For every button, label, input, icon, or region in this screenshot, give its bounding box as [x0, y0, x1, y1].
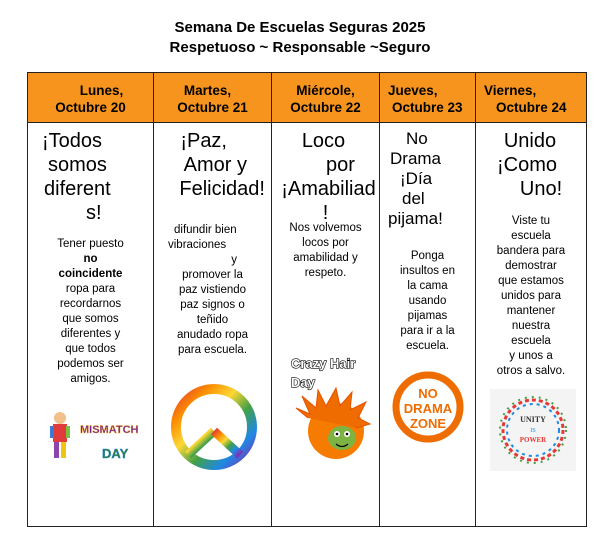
desc-thursday: [382, 249, 473, 354]
desc-line: vibraciones: [168, 239, 227, 251]
desc-line: usando: [408, 295, 447, 307]
crazy-hair-face-icon: [296, 388, 370, 459]
desc-line: escuela: [511, 335, 551, 347]
theme-line: Drama: [390, 149, 442, 168]
theme-tuesday: [154, 129, 265, 201]
theme-line: Felicidad!: [179, 178, 265, 200]
desc-line: respeto.: [304, 267, 347, 279]
desc-tuesday: [158, 223, 267, 358]
desc-line: podemos ser: [57, 358, 124, 370]
theme-line: ¡Como: [496, 154, 557, 176]
desc-line: bandera para: [496, 245, 566, 257]
page-title: Semana De Escuelas Seguras 2025: [174, 19, 426, 36]
desc-wednesday: [274, 221, 377, 281]
header-thursday: [380, 73, 475, 123]
desc-line: para escuela.: [177, 344, 248, 356]
day-label: Viernes,: [484, 83, 537, 98]
desc-line: escuela.: [406, 340, 449, 352]
column-thursday: [380, 73, 476, 526]
desc-line: Ponga: [410, 250, 445, 262]
desc-line: promover la: [182, 269, 243, 281]
day-label: Jueves,: [388, 83, 438, 98]
image-text: UNITY: [520, 415, 546, 424]
desc-line: pijamas: [407, 310, 448, 322]
mismatch-day-image: [46, 408, 146, 468]
header-friday: [476, 73, 586, 123]
desc-line: diferentes y: [60, 328, 121, 340]
theme-line: por: [326, 154, 355, 176]
theme-line: diferent: [44, 178, 111, 200]
theme-line: s!: [86, 202, 102, 224]
image-text: Crazy Hair: [291, 356, 356, 371]
theme-line: ¡Amabiliad: [281, 178, 376, 200]
theme-line: Amor y: [183, 154, 247, 176]
desc-line: nuestra: [511, 320, 551, 332]
image-text: ZONE: [409, 416, 447, 431]
desc-line: que somos: [62, 313, 119, 325]
desc-line: demostrar: [505, 260, 557, 272]
desc-line: anudado ropa: [177, 329, 248, 341]
desc-line: Nos volvemos: [289, 222, 362, 234]
column-wednesday: [272, 73, 380, 526]
theme-thursday: [384, 129, 471, 229]
desc-line: coincidente: [58, 268, 123, 280]
theme-line: Loco: [301, 130, 346, 152]
image-text: POWER: [519, 436, 547, 444]
image-text: DAY: [102, 446, 129, 461]
theme-line: Uno!: [519, 178, 563, 200]
theme-line: Unido: [503, 130, 557, 152]
unity-is-power-image: [490, 389, 576, 471]
schedule-table: [27, 72, 587, 527]
page-subtitle: Respetuoso ~ Responsable ~Seguro: [169, 39, 431, 56]
date-label: Octubre 21: [177, 100, 248, 115]
theme-monday: [42, 129, 111, 225]
date-label: Octubre 22: [290, 100, 361, 115]
desc-line: no: [83, 253, 98, 265]
image-text: Day: [291, 375, 315, 390]
theme-line: ¡Paz,: [180, 130, 227, 152]
desc-line: que estamos: [498, 275, 564, 287]
desc-line: otros a salvo.: [496, 365, 566, 377]
desc-line: Tener puesto: [57, 238, 124, 250]
theme-line: somos: [48, 154, 107, 176]
theme-line: ¡Día: [400, 169, 433, 188]
desc-line: y unos a: [509, 350, 553, 362]
header-tuesday: [154, 73, 271, 123]
header-monday: [28, 73, 153, 123]
desc-line: para ir a la: [400, 325, 455, 337]
child-figure-icon: [50, 412, 70, 458]
theme-line: ¡Todos: [42, 130, 103, 152]
column-monday: [28, 73, 154, 526]
desc-line: paz vistiendo: [178, 284, 247, 296]
theme-line: del: [402, 189, 425, 208]
day-label: Lunes,: [79, 83, 124, 98]
crazy-hair-day-image: [286, 348, 372, 468]
date-label: Octubre 24: [496, 100, 567, 115]
desc-line: Viste tu: [511, 215, 551, 227]
day-label: Martes,: [183, 83, 232, 98]
desc-line: la cama: [407, 280, 448, 292]
desc-monday: [32, 237, 149, 387]
desc-line: escuela: [511, 230, 551, 242]
desc-line: paz signos o: [180, 299, 245, 311]
desc-line: insultos en: [400, 265, 455, 277]
theme-line: pijama!: [388, 209, 443, 228]
column-friday: [476, 73, 586, 526]
image-text: NO: [418, 386, 438, 401]
theme-line: !: [322, 202, 329, 224]
desc-line: y: [231, 254, 237, 266]
peace-sign-icon: [168, 381, 260, 473]
desc-line: que todos: [65, 343, 116, 355]
desc-line: amigos.: [70, 373, 111, 385]
day-label: Miércole,: [296, 83, 355, 98]
theme-wednesday: [272, 129, 379, 225]
desc-line: locos por: [302, 237, 349, 249]
image-text: DRAMA: [403, 401, 453, 416]
desc-line: recordarnos: [59, 298, 122, 310]
date-label: Octubre 20: [55, 100, 126, 115]
image-text: MISMATCH: [80, 424, 139, 436]
desc-line: ropa para: [65, 283, 116, 295]
theme-friday: [476, 129, 586, 201]
header-wednesday: [272, 73, 379, 123]
date-label: Octubre 23: [392, 100, 463, 115]
column-tuesday: [154, 73, 272, 526]
desc-line: unidos para: [500, 290, 562, 302]
desc-line: teñido: [196, 314, 229, 326]
desc-friday: [478, 214, 584, 379]
desc-line: difundir bien: [174, 224, 237, 236]
no-drama-zone-icon: [392, 371, 464, 443]
theme-line: No: [406, 129, 428, 148]
image-text: IS: [530, 428, 536, 434]
desc-line: amabilidad y: [293, 252, 358, 264]
desc-line: mantener: [506, 305, 556, 317]
